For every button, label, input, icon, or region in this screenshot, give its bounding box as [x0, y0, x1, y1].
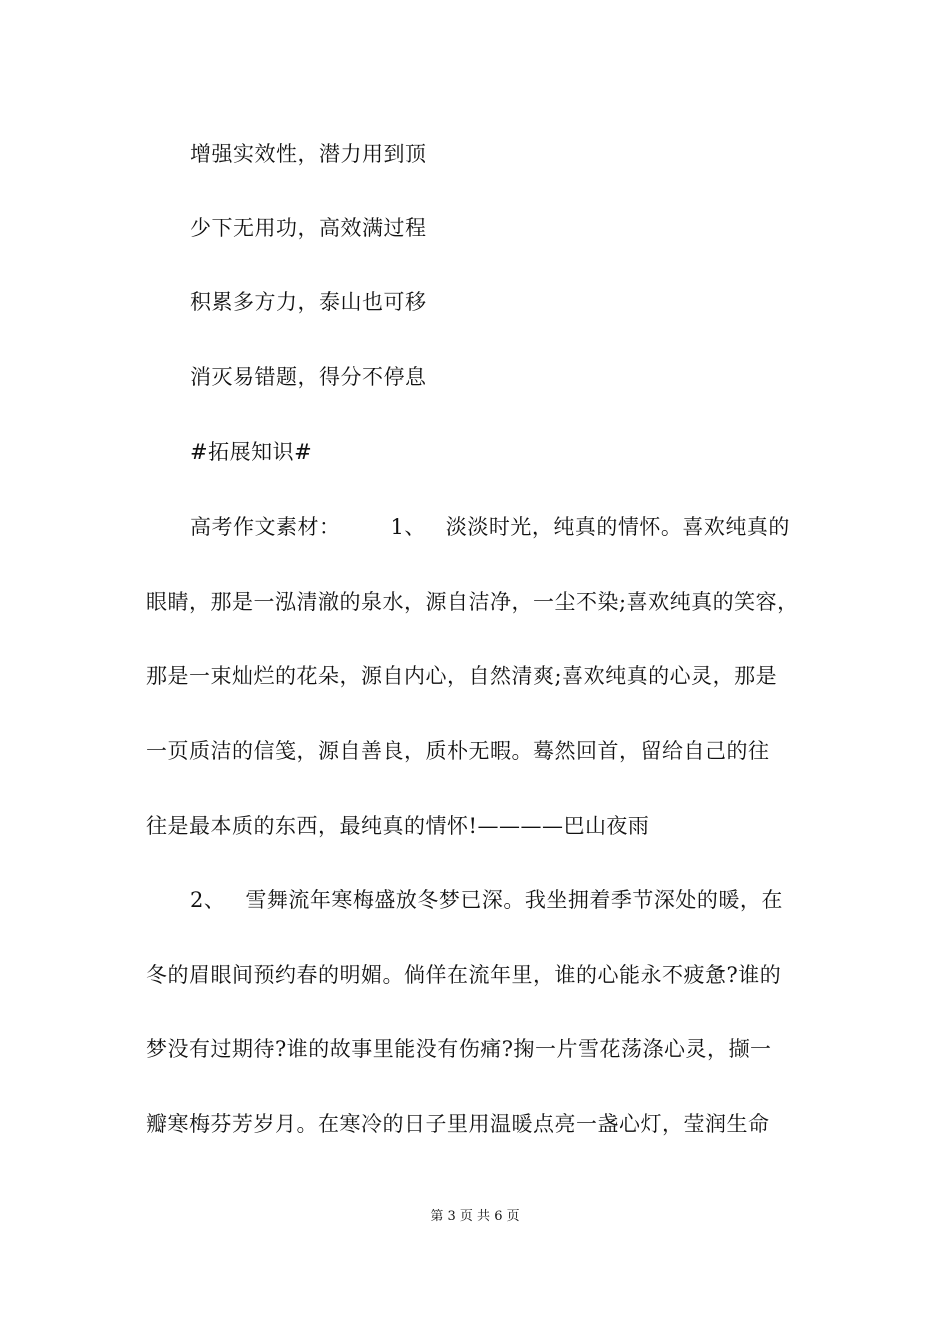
material-item1-text-line-3: 那是一束灿烂的花朵，源自内心，自然清爽;喜欢纯真的心灵，那是	[146, 664, 778, 688]
material-item1-first-line	[190, 512, 790, 542]
slogan-line-2: 少下无用功，高效满过程	[190, 216, 427, 240]
material-label: 高考作文素材：	[190, 515, 341, 539]
material-item2-first-line	[190, 885, 783, 915]
page-footer: 第 3 页 共 6 页	[430, 1209, 520, 1224]
slogan-line-1: 增强实效性，潜力用到顶	[190, 142, 427, 166]
slogan-line-4: 消灭易错题，得分不停息	[190, 365, 427, 389]
material-item2-number: 2、	[190, 888, 226, 912]
section-heading: #拓展知识#	[190, 440, 313, 464]
material-item1-text-line-4: 一页质洁的信笺，源自善良，质朴无暇。蓦然回首，留给自己的往	[146, 739, 770, 763]
slogan-line-3: 积累多方力，泰山也可移	[190, 290, 427, 314]
material-item2-text-line-4: 瓣寒梅芬芳岁月。在寒冷的日子里用温暖点亮一盏心灯，莹润生命	[146, 1112, 770, 1136]
material-item1-text-line-2: 眼睛，那是一泓清澈的泉水，源自洁净，一尘不染;喜欢纯真的笑容，	[146, 590, 799, 614]
material-item1-number: 1、	[390, 515, 426, 539]
material-item2-text-line-1: 雪舞流年寒梅盛放冬梦已深。我坐拥着季节深处的暖，在	[245, 888, 783, 912]
material-item2-text-line-3: 梦没有过期待?谁的故事里能没有伤痛?掬一片雪花荡涤心灵，撷一	[146, 1037, 772, 1061]
material-item1-text-line-1: 淡淡时光，纯真的情怀。喜欢纯真的	[445, 515, 790, 539]
material-item2-text-line-2: 冬的眉眼间预约春的明媚。倘佯在流年里，谁的心能永不疲惫?谁的	[146, 963, 782, 987]
material-item1-text-line-5: 往是最本质的东西，最纯真的情怀!————巴山夜雨	[146, 814, 650, 838]
